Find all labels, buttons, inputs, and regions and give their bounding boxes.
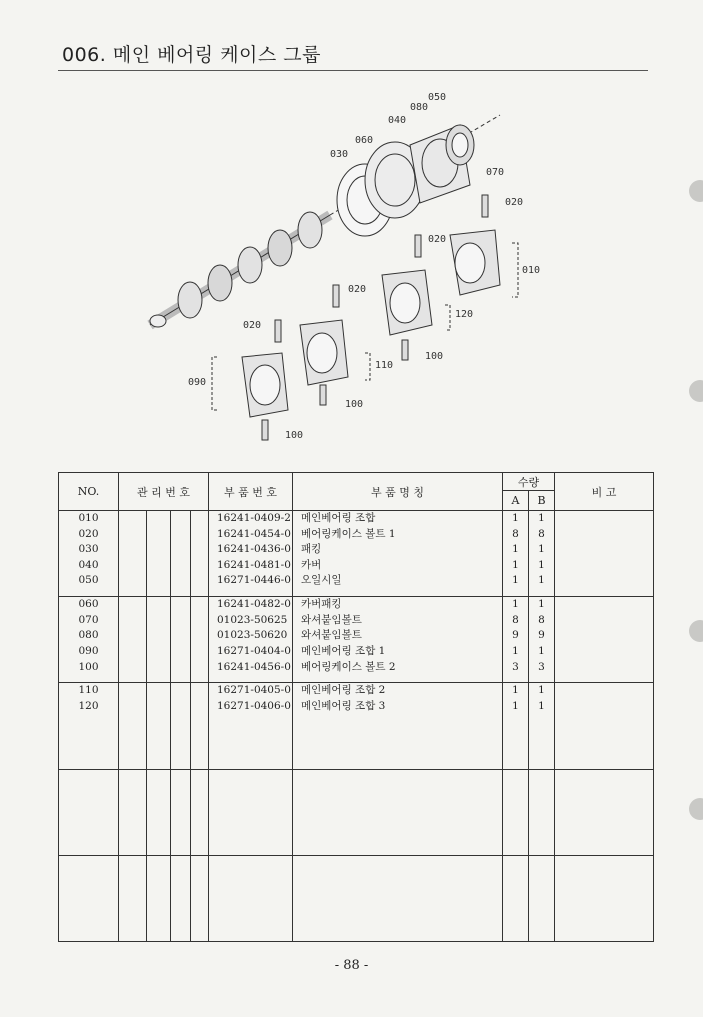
exploded-parts-diagram	[120, 85, 560, 455]
part-number: 16271-0446-0	[217, 574, 291, 587]
qty-a: 9	[512, 629, 519, 642]
part-number: 16241-0436-0	[217, 543, 291, 556]
qty-a: 8	[512, 527, 519, 540]
callout-060: 060	[355, 135, 374, 146]
header-remarks: 비 고	[555, 473, 654, 511]
qty-b: 1	[538, 598, 545, 611]
parts-list-table	[58, 472, 654, 942]
table-row-group	[59, 511, 654, 597]
callout-020: 020	[243, 320, 262, 331]
header-qty-a: A	[503, 491, 529, 511]
callout-080: 080	[410, 102, 429, 113]
page-title: 006. 메인 베어링 케이스 그룹	[62, 44, 322, 66]
part-number: 01023-50620	[217, 629, 288, 642]
remarks-cell	[555, 597, 654, 683]
callout-090: 090	[188, 377, 207, 388]
callout-100: 100	[285, 430, 304, 441]
main-bearing-120-drawing	[382, 270, 432, 335]
callout-070: 070	[486, 167, 505, 178]
part-name: 오일시일	[301, 574, 342, 587]
qty-a: 1	[512, 684, 519, 697]
table-row-group	[59, 683, 654, 769]
oil-seal-drawing	[446, 125, 474, 165]
callout-020: 020	[505, 197, 524, 208]
part-name: 베어링케이스 볼트 1	[301, 527, 396, 540]
item-no: 100	[78, 660, 99, 673]
qty-b: 1	[538, 558, 545, 571]
item-no: 050	[78, 574, 99, 587]
empty-row-group	[59, 769, 654, 855]
callout-030: 030	[330, 149, 349, 160]
qty-a: 1	[512, 574, 519, 587]
callout-100: 100	[345, 399, 364, 410]
empty-row-group	[59, 855, 654, 941]
qty-b: 1	[538, 645, 545, 658]
binder-hole	[689, 620, 703, 642]
part-number: 01023-50625	[217, 613, 288, 626]
item-no: 080	[78, 629, 99, 642]
remarks-cell	[555, 511, 654, 597]
callout-020: 020	[348, 284, 367, 295]
table-row-group	[59, 597, 654, 683]
qty-b: 9	[538, 629, 545, 642]
binder-hole	[689, 798, 703, 820]
item-no: 040	[78, 558, 99, 571]
qty-a: 1	[512, 543, 519, 556]
qty-a: 3	[512, 660, 519, 673]
part-number: 16241-0409-2	[217, 512, 291, 525]
item-no: 010	[78, 512, 99, 525]
qty-b: 1	[538, 574, 545, 587]
qty-b: 1	[538, 543, 545, 556]
header-no: NO.	[59, 473, 119, 511]
qty-a: 1	[512, 512, 519, 525]
header-qty-b: B	[529, 491, 555, 511]
qty-a: 1	[512, 645, 519, 658]
callout-020: 020	[428, 234, 447, 245]
part-number: 16241-0482-0	[217, 598, 291, 611]
crankshaft-drawing	[150, 212, 330, 327]
qty-a: 1	[512, 700, 519, 712]
part-name: 와셔붙임볼트	[301, 613, 362, 626]
qty-b: 1	[538, 512, 545, 525]
part-name: 메인베어링 조합 2	[301, 684, 386, 697]
header-part-name: 부 품 명 칭	[293, 473, 503, 511]
part-number: 16271-0405-0	[217, 684, 291, 697]
qty-b: 1	[538, 684, 545, 697]
part-number: 16241-0456-0	[217, 660, 291, 673]
callout-040: 040	[388, 115, 407, 126]
qty-a: 1	[512, 598, 519, 611]
qty-b: 8	[538, 527, 545, 540]
page-number: - 88 -	[334, 958, 369, 973]
callout-010: 010	[522, 265, 541, 276]
callout-120: 120	[455, 309, 474, 320]
callout-110: 110	[375, 360, 394, 371]
part-name: 메인베어링 조합	[301, 512, 376, 525]
part-name: 패킹	[301, 543, 322, 556]
item-no: 070	[78, 613, 99, 626]
item-no: 090	[78, 645, 99, 658]
part-name: 카버패킹	[301, 598, 342, 611]
callout-100: 100	[425, 351, 444, 362]
main-bearing-110-drawing	[300, 320, 348, 385]
qty-b: 1	[538, 700, 545, 712]
part-number: 16271-0406-0	[217, 700, 291, 712]
title-rule	[58, 70, 648, 71]
part-number: 16241-0481-0	[217, 558, 291, 571]
header-part-number: 부 품 번 호	[209, 473, 293, 511]
remarks-cell	[555, 683, 654, 769]
item-no: 110	[78, 684, 99, 697]
part-name: 와셔붙임볼트	[301, 629, 362, 642]
item-no: 120	[78, 700, 99, 712]
binder-hole	[689, 180, 703, 202]
part-name: 메인베어링 조합 3	[301, 700, 386, 712]
qty-a: 8	[512, 613, 519, 626]
item-no: 030	[78, 543, 99, 556]
qty-b: 8	[538, 613, 545, 626]
qty-b: 3	[538, 660, 545, 673]
part-number: 16271-0404-0	[217, 645, 291, 658]
item-no: 020	[78, 527, 99, 540]
binder-hole	[689, 380, 703, 402]
part-name: 메인베어링 조합 1	[301, 645, 386, 658]
part-number: 16241-0454-0	[217, 527, 291, 540]
part-name: 베어링케이스 볼트 2	[301, 660, 396, 673]
part-name: 카버	[301, 558, 322, 571]
callout-050: 050	[428, 92, 447, 103]
main-bearing-090-drawing	[242, 353, 288, 417]
header-management-number: 관 리 번 호	[119, 473, 209, 511]
qty-a: 1	[512, 558, 519, 571]
main-bearing-010-drawing	[450, 230, 500, 295]
item-no: 060	[78, 598, 99, 611]
header-quantity: 수량	[503, 473, 555, 491]
